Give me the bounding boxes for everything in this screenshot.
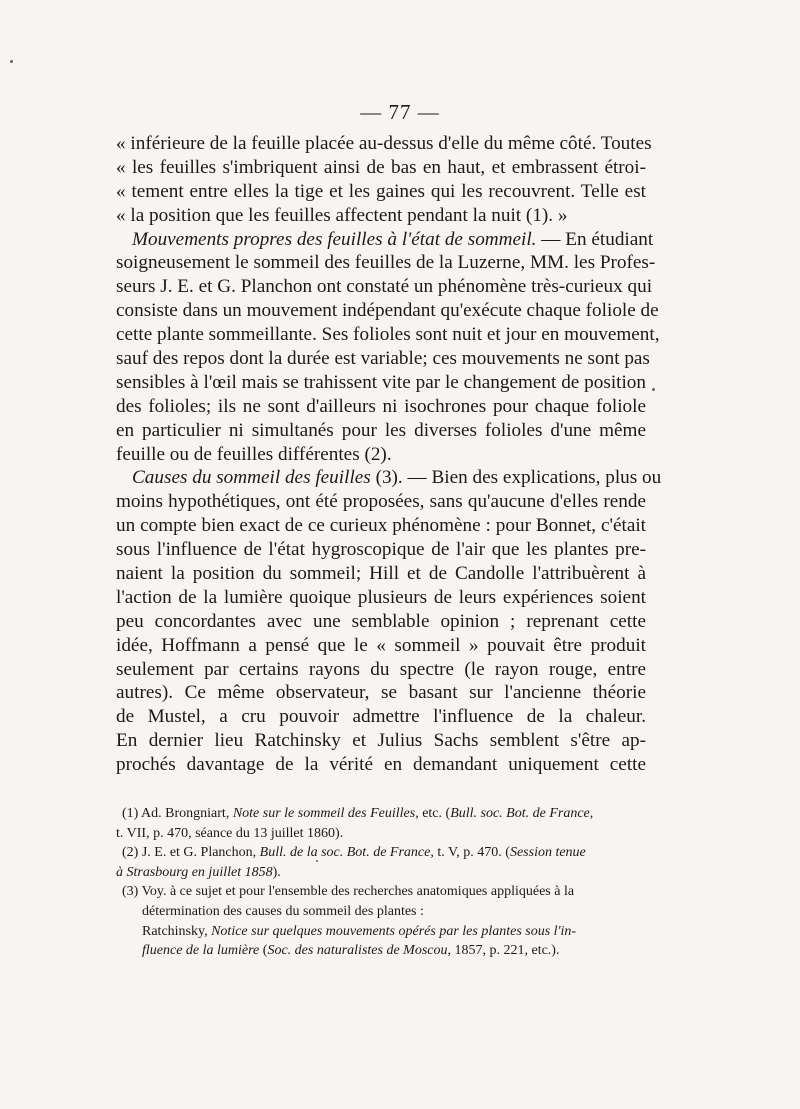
section-heading: Mouvements propres des feuilles à l'état de sommeil. [132, 228, 537, 250]
text-fragment: Bull. soc. Bot. de France [450, 806, 590, 821]
text-line: idée, Hoffmann a pensé que le « sommeil » pouvait être produit [116, 634, 646, 656]
text-fragment: Soc. des naturalistes de Moscou [267, 943, 448, 959]
text-line: l'action de la lumière quoique plusieurs de leurs expériences soient [116, 586, 646, 608]
text-line [116, 466, 662, 490]
text-line: sauf des repos dont la durée est variable; ces mouvements ne sont pas [116, 348, 650, 370]
text-fragment: , [589, 806, 594, 821]
text-fragment: Notice sur quelques mouvements opérés par les plantes sous l'in- [211, 923, 577, 939]
footnote-2 [116, 843, 646, 863]
text-line: sous l'influence de l'état hygroscopique de l'air que les plantes pre- [116, 539, 646, 561]
text-fragment: ( [259, 943, 268, 959]
text-fragment: ). [272, 864, 281, 880]
text-fragment: à Strasbourg en juillet 1858 [116, 864, 273, 880]
text-line: un compte bien exact de ce curieux phénomène : pour Bonnet, c'était [116, 515, 646, 537]
text-line: prochés davantage de la vérité en demandant uniquement cette [116, 754, 646, 776]
scan-speck [10, 60, 13, 63]
text-line: « inférieure de la feuille placée au-dessus d'elle du même côté. Toutes [116, 133, 652, 154]
text-fragment: — En étudiant [536, 228, 654, 250]
text-line: cette plante sommeillante. Ses folioles sont nuit et jour en mouvement, [116, 324, 660, 346]
text-line: soigneusement le sommeil des feuilles de la Luzerne, MM. les Profes- [116, 252, 656, 274]
footnote-3-cont: détermination des causes du sommeil des plantes : [142, 903, 424, 919]
text-line: « les feuilles s'imbriquent ainsi de bas en haut, et embrassent étroi- [116, 156, 646, 178]
text-fragment: Ratchinsky, [142, 923, 212, 939]
body-text [116, 132, 662, 777]
text-line: en particulier ni simultanés pour les diverses folioles d'une même [116, 419, 646, 441]
text-fragment: , 1857, p. 221, etc.). [447, 943, 560, 959]
text-line: « tement entre elles la tige et les gaines qui les recouvrent. Telle est [116, 180, 646, 202]
footnote-3-cont [116, 941, 646, 961]
text-line: autres). Ce même observateur, se basant sur l'ancienne théorie [116, 682, 646, 704]
text-fragment: Bull. de la soc. Bot. de France [259, 845, 431, 861]
text-line: sensibles à l'œil mais se trahissent vite par le changement de position [116, 371, 646, 393]
text-fragment: (3). — Bien des explications, plus ou [370, 467, 662, 489]
footnote-1-cont: t. VII, p. 470, séance du 13 juillet 1860). [116, 825, 344, 841]
text-line: seulement par certains rayons du spectre (le rayon rouge, entre [116, 658, 646, 680]
text-line [116, 228, 654, 252]
text-line: peu concordantes avec une semblable opinion ; reprenant cette [116, 610, 646, 632]
section-heading: Causes du sommeil des feuilles [132, 467, 371, 489]
text-line: En dernier lieu Ratchinsky et Julius Sachs semblent s'être ap- [116, 730, 646, 752]
footnote-2-cont [116, 863, 646, 883]
text-line: consiste dans un mouvement indépendant qu'exécute chaque foliole de [116, 300, 659, 322]
text-line: feuille ou de feuilles différentes (2). [116, 443, 392, 465]
footnote-3-cont [116, 922, 646, 942]
text-line: moins hypothétiques, ont été proposées, sans qu'aucune d'elles rende [116, 491, 646, 513]
text-fragment: (1) Ad. Brongniart, [122, 806, 233, 821]
text-fragment: Note sur le sommeil des Feuilles [232, 806, 416, 821]
text-line: des folioles; ils ne sont d'ailleurs ni isochrones pour chaque foliole [116, 395, 646, 417]
page-number: — 77 — [360, 100, 440, 124]
text-fragment: , t. V, p. 470. ( [430, 845, 510, 861]
footnote-3: (3) Voy. à ce sujet et pour l'ensemble des recherches anatomiques appliquées à la [122, 884, 575, 900]
text-line: de Mustel, a cru pouvoir admettre l'influence de la chaleur. [116, 706, 646, 728]
text-fragment: (2) J. E. et G. Planchon, [122, 845, 260, 861]
scan-speck [316, 860, 318, 862]
footnotes [116, 804, 646, 961]
text-fragment: Session tenue [509, 845, 586, 861]
text-fragment: fluence de la lumière [142, 943, 260, 959]
text-fragment: , etc. ( [415, 806, 451, 821]
text-line: « la position que les feuilles affectent pendant la nuit (1). » [116, 204, 568, 226]
text-line: naient la position du sommeil; Hill et de Candolle l'attribuèrent à [116, 563, 646, 585]
scan-speck [652, 388, 655, 391]
text-line: seurs J. E. et G. Planchon ont constaté un phénomène très-curieux qui [116, 276, 653, 298]
footnote-1 [116, 804, 646, 824]
